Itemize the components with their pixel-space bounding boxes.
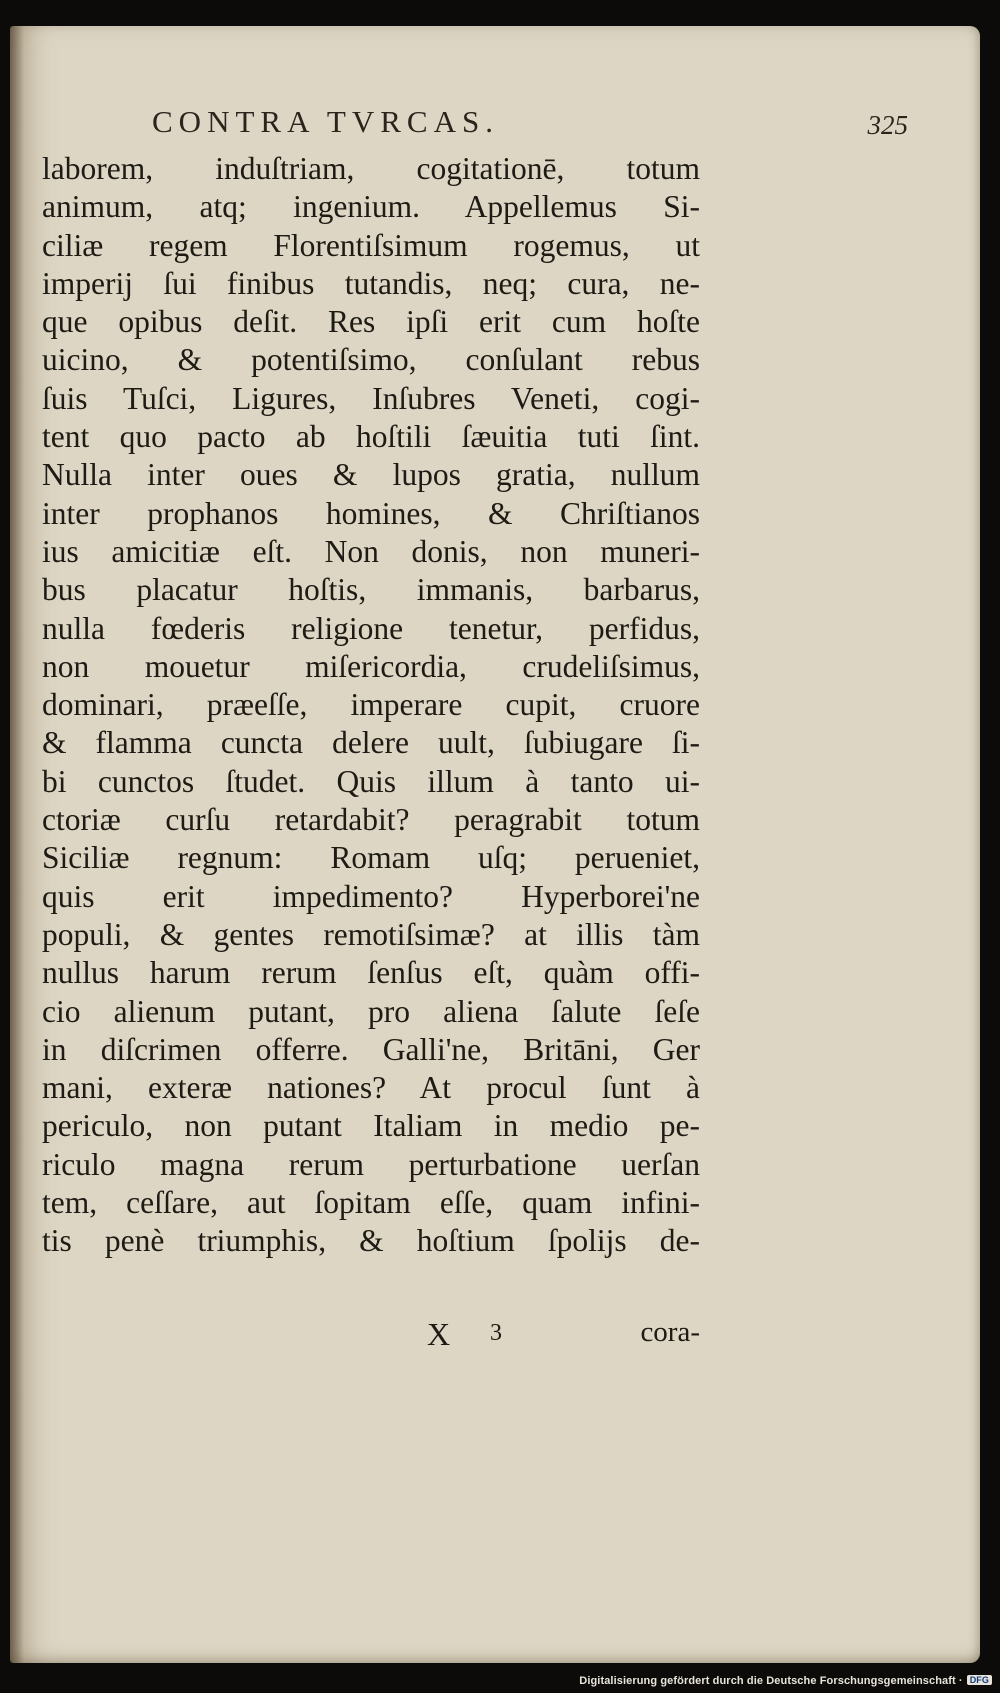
text-line: imperij ſui finibus tutandis, neq; cura, ne-: [42, 265, 700, 301]
text-line: tent quo pacto ab hoſtili ſæuitia tuti ſint.: [42, 419, 700, 455]
text-line: riculo magna rerum perturbatione uerſan: [42, 1146, 700, 1182]
text-line: inter prophanos homines, & Chriſtianos: [42, 495, 700, 531]
text-line: & flamma cuncta delere uult, ſubiugare ſi-: [42, 725, 700, 761]
text-line: tem, ceſſare, aut ſopitam eſſe, quam infini-: [42, 1185, 700, 1221]
body-text: [42, 150, 700, 1261]
page-number: 325: [867, 110, 908, 140]
text-line: cio alienum putant, pro aliena ſalute ſeſe: [42, 993, 700, 1029]
credit-text: Digitalisierung gefördert durch die Deutsche Forschungsgemeinschaft ·: [579, 1675, 963, 1687]
text-line: tis penè triumphis, & hoſtium ſpolijs de-: [42, 1223, 700, 1259]
text-line: ctoriæ curſu retardabit? peragrabit totum: [42, 802, 700, 838]
text-line: animum, atq; ingenium. Appellemus Si-: [42, 189, 700, 225]
catchword: cora-: [640, 1316, 700, 1348]
text-line: laborem, induſtriam, cogitationē, totum: [42, 151, 700, 186]
text-line: periculo, non putant Italiam in medio pe-: [42, 1108, 700, 1144]
digitization-credit: [579, 1675, 992, 1687]
text-line: non mouetur miſericordia, crudeliſsimus,: [42, 648, 700, 684]
text-line: Siciliæ regnum: Romam uſq; perueniet,: [42, 840, 700, 876]
text-line: bi cunctos ſtudet. Quis illum à tanto ui-: [42, 763, 700, 799]
signature-mark: X: [427, 1316, 451, 1352]
text-line: nullus harum rerum ſenſus eſt, quàm offi-: [42, 955, 700, 991]
text-line: ciliæ regem Florentiſsimum rogemus, ut: [42, 227, 700, 263]
text-line: in diſcrimen offerre. Galli'ne, Britāni, Ger: [42, 1031, 700, 1067]
text-line: Nulla inter oues & lupos gratia, nullum: [42, 457, 700, 493]
running-head: [40, 104, 908, 144]
text-line: uicino, & potentiſsimo, conſulant rebus: [42, 342, 700, 378]
text-line: ſuis Tuſci, Ligures, Inſubres Veneti, cogi-: [42, 380, 700, 416]
text-line: dominari, præeſſe, imperare cupit, cruore: [42, 687, 700, 723]
text-line: que opibus deſit. Res ipſi erit cum hoſte: [42, 304, 700, 340]
signature-line: [42, 1316, 700, 1354]
text-line: quis erit impedimento? Hyperborei'ne: [42, 878, 700, 914]
dfg-logo: DFG: [967, 1675, 992, 1685]
book-page: [10, 26, 980, 1663]
running-title: CONTRA TVRCAS.: [152, 104, 499, 139]
text-line: populi, & gentes remotiſsimæ? at illis tàm: [42, 916, 700, 952]
text-line: ius amicitiæ eſt. Non donis, non muneri-: [42, 533, 700, 569]
text-line: nulla fœderis religione tenetur, perfidus,: [42, 610, 700, 646]
text-line: bus placatur hoſtis, immanis, barbarus,: [42, 572, 700, 608]
signature-number: 3: [490, 1320, 502, 1346]
text-line: mani, exteræ nationes? At procul ſunt à: [42, 1070, 700, 1106]
